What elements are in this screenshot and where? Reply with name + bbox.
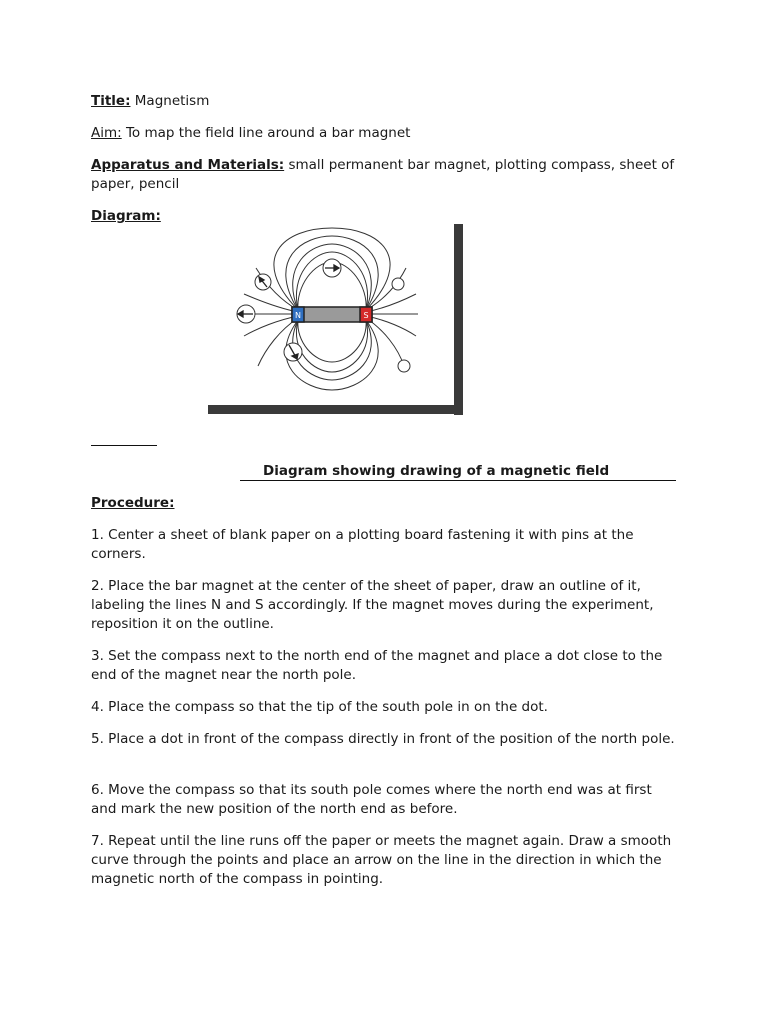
title-line xyxy=(91,92,691,111)
aim-line xyxy=(91,124,691,143)
procedure-label: Procedure: xyxy=(91,495,175,511)
separator-rule xyxy=(91,445,157,446)
compass-upper-right xyxy=(392,278,404,290)
north-pole-label: N xyxy=(295,311,301,320)
procedure-step: 2. Place the bar magnet at the center of the sheet of paper, draw an outline of it, labeling the lines N and S accordingly. If the magnet moves during the experiment, reposition it on the outline. xyxy=(91,578,654,632)
procedure-step: 5. Place a dot in front of the compass directly in front of the position of the north pole. xyxy=(91,731,675,747)
title-label: Title: xyxy=(91,93,131,109)
procedure-step: 4. Place the compass so that the tip of the south pole in on the dot. xyxy=(91,699,548,715)
compass-lower-right xyxy=(398,360,410,372)
frame-bottom xyxy=(208,405,463,414)
bar-magnet xyxy=(292,307,372,322)
magnetic-field-diagram xyxy=(208,224,464,416)
title-value: Magnetism xyxy=(134,93,210,109)
south-pole-label: S xyxy=(363,311,369,320)
apparatus-label: Apparatus and Materials: xyxy=(91,157,285,173)
diagram-caption: Diagram showing drawing of a magnetic field xyxy=(240,462,676,481)
procedure-step: 7. Repeat until the line runs off the paper or meets the magnet again. Draw a smooth curve through the points and place an arrow on the line in the direction in which the magnetic north of the compass in pointing. xyxy=(91,833,672,887)
procedure-step: 6. Move the compass so that its south pole comes where the north end was at first and mark the new position of the north end as before. xyxy=(91,782,652,817)
apparatus-line xyxy=(91,156,681,194)
frame-right xyxy=(454,224,463,415)
procedure-step: 1. Center a sheet of blank paper on a plotting board fastening it with pins at the corners. xyxy=(91,527,634,562)
diagram-label: Diagram: xyxy=(91,208,161,224)
magnetic-field-figure xyxy=(208,224,464,416)
aim-label: Aim: xyxy=(91,125,122,141)
procedure-step: 3. Set the compass next to the north end of the magnet and place a dot close to the end of the magnet near the north pole. xyxy=(91,648,663,683)
aim-value: To map the field line around a bar magnet xyxy=(125,125,411,141)
apparatus-value: small permanent bar magnet, plotting compass, sheet of paper, pencil xyxy=(91,157,675,192)
procedure-heading xyxy=(91,494,691,513)
